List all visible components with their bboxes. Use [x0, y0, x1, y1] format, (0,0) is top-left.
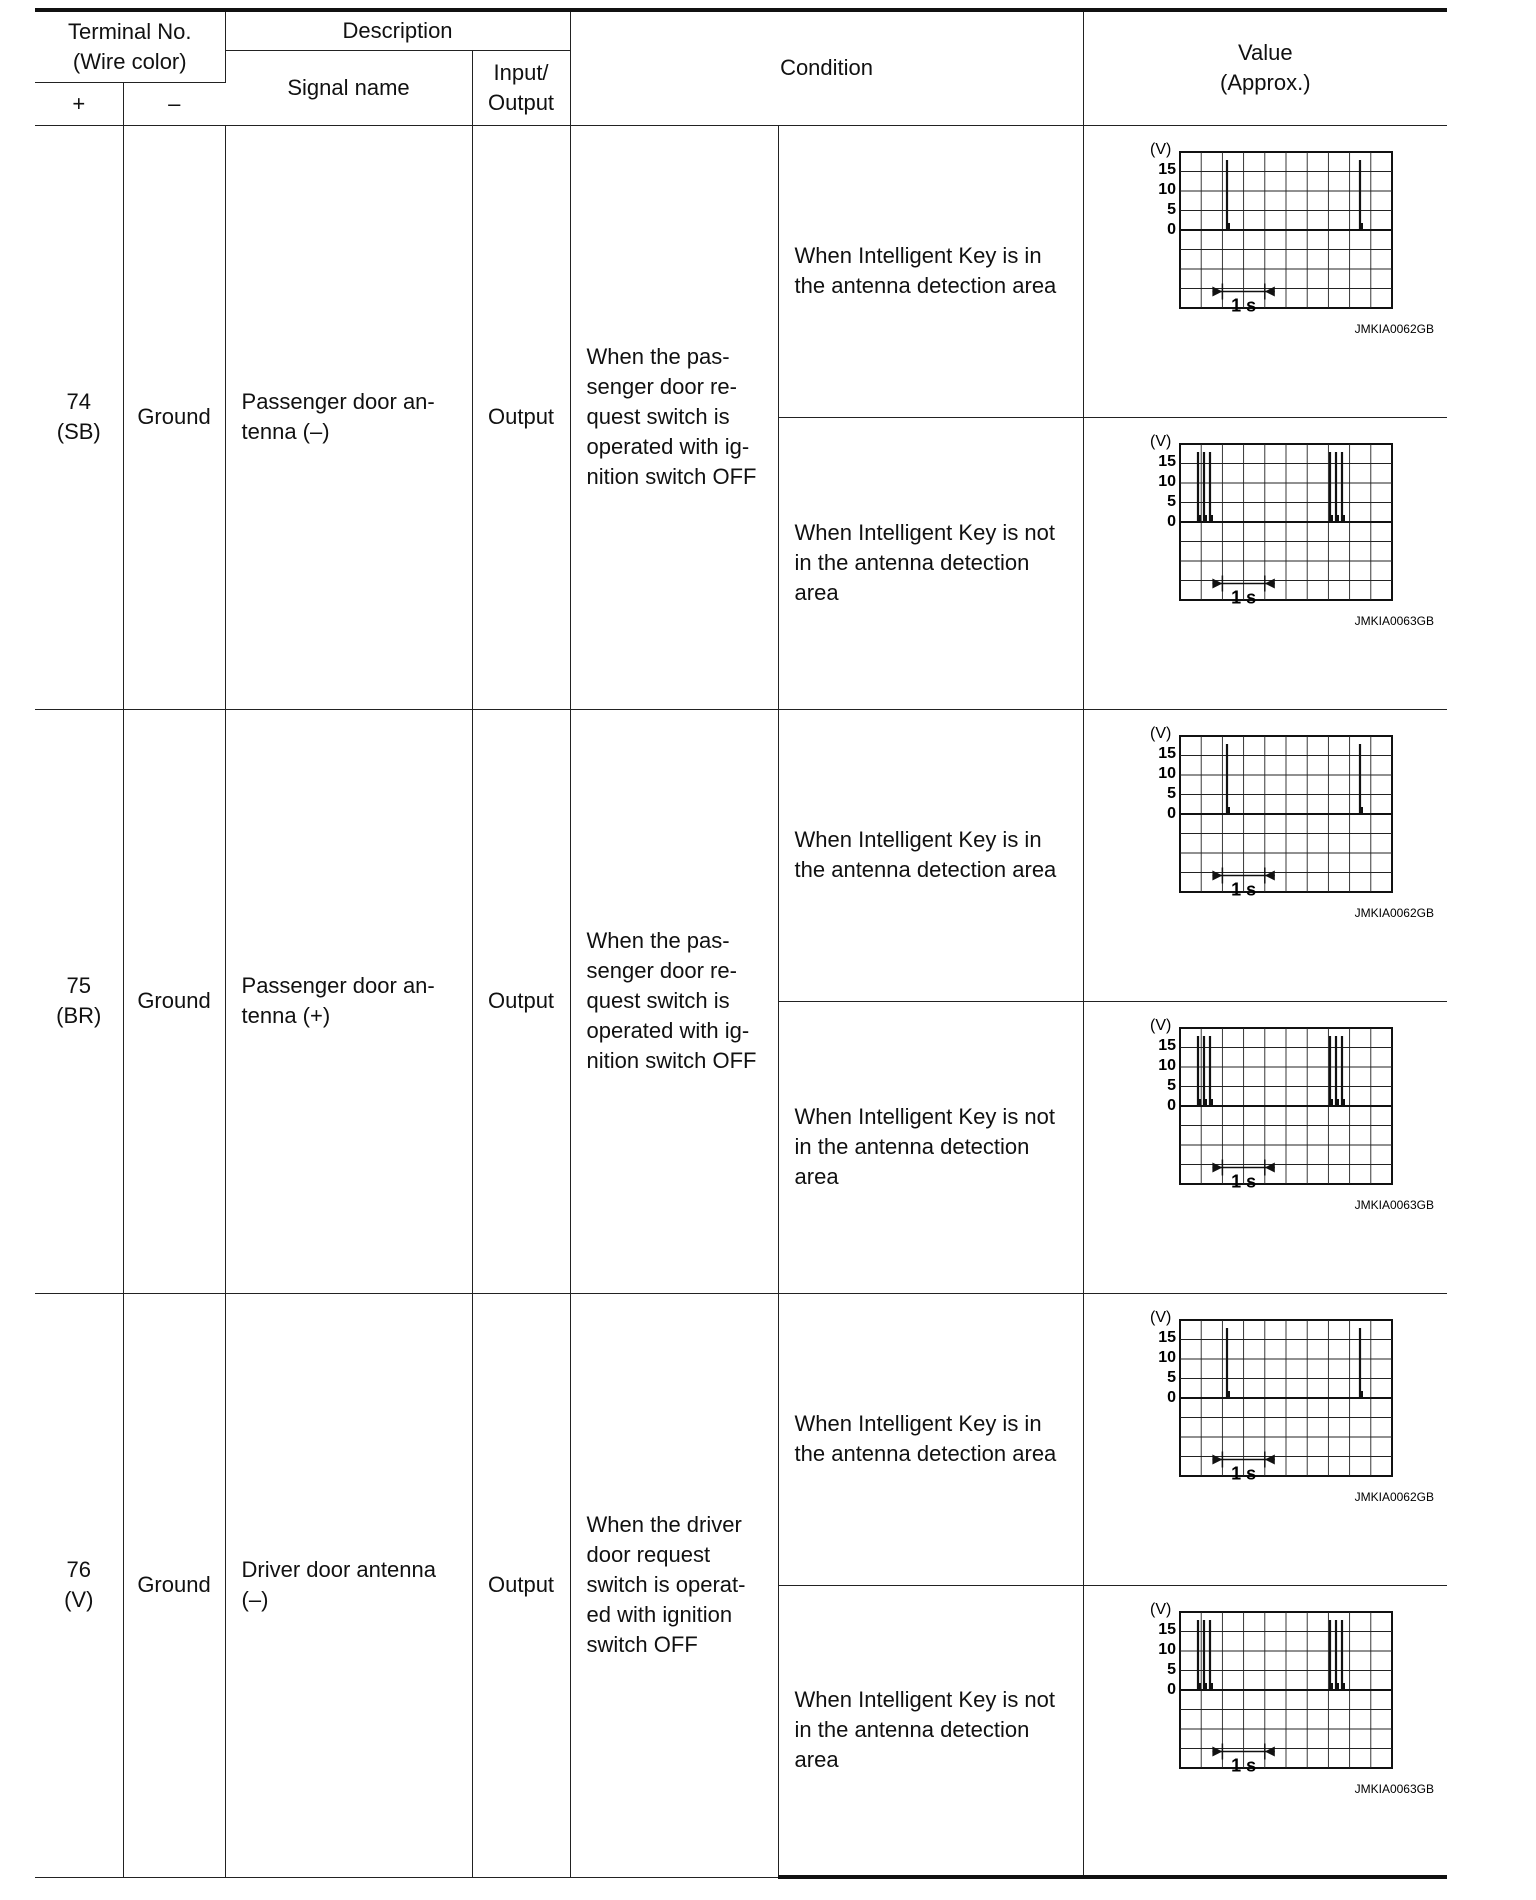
signal-name: Driver door antenna (–) [225, 1293, 472, 1877]
y-tick-label: 10 [1157, 764, 1176, 782]
pulse-tail [1342, 1099, 1345, 1106]
signal-name: Passenger door an- tenna (–) [225, 125, 472, 709]
y-unit-label: (V) [1149, 1600, 1171, 1618]
y-tick-label: 10 [1157, 180, 1176, 198]
waveform-chart [1126, 432, 1434, 672]
y-tick-label: 0 [1166, 512, 1176, 530]
pulse-tail [1360, 223, 1363, 230]
waveform-cell [1083, 417, 1447, 709]
y-tick-label: 0 [1166, 1096, 1176, 1114]
pulse-tail [1204, 515, 1207, 522]
pulse-tail [1336, 1099, 1339, 1106]
waveform-cell [1083, 709, 1447, 1001]
y-tick-label: 0 [1166, 1388, 1176, 1406]
y-unit-label: (V) [1149, 1016, 1171, 1034]
time-arrow-right [1212, 1454, 1222, 1464]
y-tick-label: 0 [1166, 1680, 1176, 1698]
pulse-tail [1198, 1683, 1201, 1690]
figure-code: JMKIA0062GB [1354, 905, 1434, 920]
time-arrow-right [1212, 1162, 1222, 1172]
sub-condition: When Intelligent Key is not in the antenna detection area [778, 417, 1083, 709]
y-tick-label: 15 [1157, 1328, 1176, 1346]
ground-cell: Ground [123, 709, 225, 1293]
terminal-no-header: Terminal No. (Wire color) [35, 10, 225, 82]
pulse-tail [1336, 1683, 1339, 1690]
time-arrow-left [1264, 578, 1274, 588]
description-header: Description [225, 10, 570, 50]
y-tick-label: 10 [1157, 1348, 1176, 1366]
waveform-cell [1083, 1293, 1447, 1585]
io-cell: Output [472, 709, 570, 1293]
pulse-tail [1360, 1391, 1363, 1398]
pulse-tail [1198, 515, 1201, 522]
condition-main: When the driver door request switch is operat- ed with ignition switch OFF [570, 1293, 778, 1877]
pulse-tail [1330, 1683, 1333, 1690]
pulse-tail [1227, 1391, 1230, 1398]
y-tick-label: 5 [1166, 1660, 1176, 1678]
y-tick-label: 5 [1166, 492, 1176, 510]
waveform-cell [1083, 1001, 1447, 1293]
y-tick-label: 15 [1157, 1620, 1176, 1638]
time-arrow-left [1264, 1746, 1274, 1756]
y-unit-label: (V) [1149, 432, 1171, 450]
terminal-number: 75 (BR) [35, 709, 123, 1293]
io-cell: Output [472, 125, 570, 709]
pulse-tail [1204, 1683, 1207, 1690]
pulse-tail [1336, 515, 1339, 522]
waveform-cell [1083, 125, 1447, 417]
pulse-tail [1330, 515, 1333, 522]
signal-name-header: Signal name [225, 50, 472, 125]
y-tick-label: 10 [1157, 1640, 1176, 1658]
y-tick-label: 5 [1166, 200, 1176, 218]
figure-code: JMKIA0062GB [1354, 321, 1434, 336]
y-tick-label: 5 [1166, 1368, 1176, 1386]
y-tick-label: 15 [1157, 160, 1176, 178]
minus-header: – [123, 82, 225, 125]
time-label: 1 s [1230, 295, 1256, 315]
waveform-chart [1126, 724, 1434, 964]
time-arrow-left [1264, 1162, 1274, 1172]
terminal-spec-table [35, 8, 1447, 1879]
input-output-header: Input/ Output [472, 50, 570, 125]
sub-condition: When Intelligent Key is in the antenna detection area [778, 709, 1083, 1001]
pulse-tail [1330, 1099, 1333, 1106]
y-tick-label: 0 [1166, 220, 1176, 238]
waveform-chart [1126, 140, 1434, 380]
plus-header: + [35, 82, 123, 125]
pulse-tail [1210, 515, 1213, 522]
y-tick-label: 15 [1157, 1036, 1176, 1054]
time-label: 1 s [1230, 879, 1256, 899]
time-arrow-right [1212, 870, 1222, 880]
y-tick-label: 5 [1166, 784, 1176, 802]
y-tick-label: 15 [1157, 744, 1176, 762]
signal-name: Passenger door an- tenna (+) [225, 709, 472, 1293]
ground-cell: Ground [123, 125, 225, 709]
condition-main: When the pas- senger door re- quest switch is operated with ig- nition switch OFF [570, 125, 778, 709]
figure-code: JMKIA0062GB [1354, 1489, 1434, 1504]
pulse-tail [1227, 807, 1230, 814]
time-arrow-right [1212, 286, 1222, 296]
pulse-tail [1227, 223, 1230, 230]
terminal-number: 76 (V) [35, 1293, 123, 1877]
io-cell: Output [472, 1293, 570, 1877]
time-label: 1 s [1230, 1755, 1256, 1775]
waveform-chart [1126, 1016, 1434, 1256]
time-label: 1 s [1230, 587, 1256, 607]
sub-condition: When Intelligent Key is in the antenna detection area [778, 1293, 1083, 1585]
time-label: 1 s [1230, 1171, 1256, 1191]
y-tick-label: 0 [1166, 804, 1176, 822]
sub-condition: When Intelligent Key is not in the antenna detection area [778, 1001, 1083, 1293]
pulse-tail [1198, 1099, 1201, 1106]
time-arrow-right [1212, 1746, 1222, 1756]
figure-code: JMKIA0063GB [1354, 613, 1434, 628]
y-unit-label: (V) [1149, 140, 1171, 158]
time-arrow-left [1264, 286, 1274, 296]
figure-code: JMKIA0063GB [1354, 1197, 1434, 1212]
condition-header: Condition [570, 10, 1083, 125]
y-tick-label: 10 [1157, 1056, 1176, 1074]
waveform-cell [1083, 1585, 1447, 1877]
time-label: 1 s [1230, 1463, 1256, 1483]
condition-main: When the pas- senger door re- quest switch is operated with ig- nition switch OFF [570, 709, 778, 1293]
sub-condition: When Intelligent Key is not in the antenna detection area [778, 1585, 1083, 1877]
time-arrow-right [1212, 578, 1222, 588]
value-header: Value (Approx.) [1083, 10, 1447, 125]
y-unit-label: (V) [1149, 1308, 1171, 1326]
figure-code: JMKIA0063GB [1354, 1781, 1434, 1796]
terminal-number: 74 (SB) [35, 125, 123, 709]
waveform-chart [1126, 1308, 1434, 1548]
y-tick-label: 10 [1157, 472, 1176, 490]
waveform-chart [1126, 1600, 1434, 1840]
y-tick-label: 15 [1157, 452, 1176, 470]
pulse-tail [1342, 515, 1345, 522]
pulse-tail [1204, 1099, 1207, 1106]
sub-condition: When Intelligent Key is in the antenna detection area [778, 125, 1083, 417]
time-arrow-left [1264, 870, 1274, 880]
pulse-tail [1360, 807, 1363, 814]
pulse-tail [1210, 1099, 1213, 1106]
ground-cell: Ground [123, 1293, 225, 1877]
y-unit-label: (V) [1149, 724, 1171, 742]
pulse-tail [1210, 1683, 1213, 1690]
pulse-tail [1342, 1683, 1345, 1690]
time-arrow-left [1264, 1454, 1274, 1464]
y-tick-label: 5 [1166, 1076, 1176, 1094]
